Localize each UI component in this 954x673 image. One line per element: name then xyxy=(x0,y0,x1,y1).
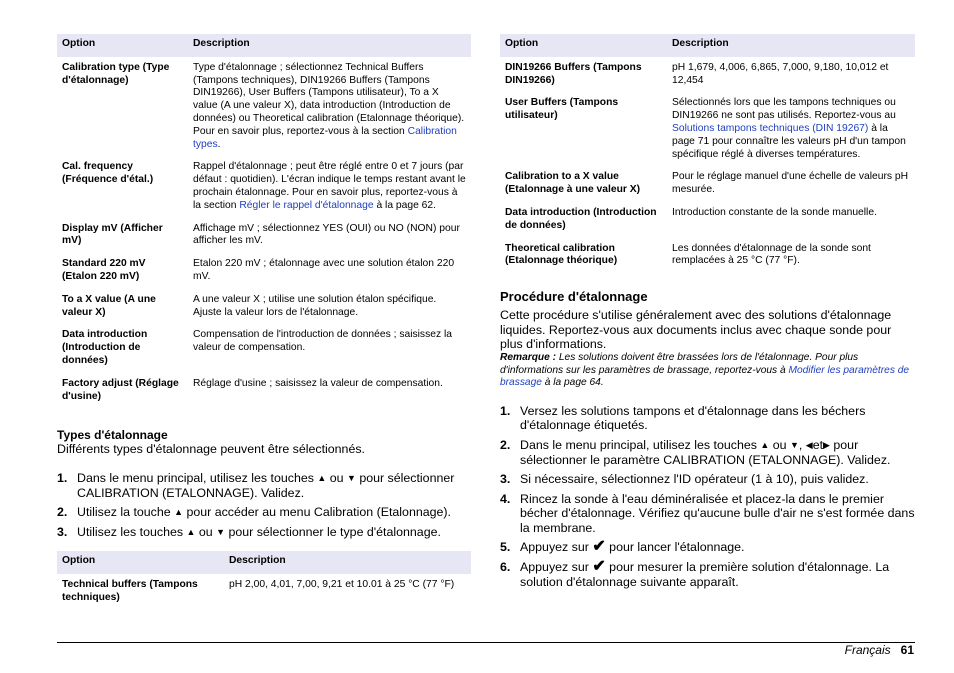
step-text: pour sélectionner le paramètre CALIBRATION (ETALONNAGE). Validez. xyxy=(520,437,891,467)
note-text: Les solutions doivent être brassées lors de l'étalonnage. Pour plus d'informations sur les paramètres de brassage, reportez-vous à xyxy=(500,351,859,376)
option-cell: Factory adjust (Réglage d'usine) xyxy=(62,377,179,402)
header-option: Option xyxy=(500,34,667,57)
list-item xyxy=(500,404,915,433)
step-text: Utilisez les touches xyxy=(77,524,187,539)
description-cell: Pour le réglage manuel d'une échelle de valeurs pH mesurée. xyxy=(672,171,909,196)
option-cell: DIN19266 Buffers (Tampons DIN19266) xyxy=(505,61,642,86)
step-text: Versez les solutions tampons et d'étalonnage dans les béchers d'étalonnage étiquetés. xyxy=(520,403,866,433)
step-number: 5. xyxy=(500,540,511,555)
list-item xyxy=(57,525,471,540)
step-text: pour lancer l'étalonnage. xyxy=(605,540,745,555)
description-text: Type d'étalonnage ; sélectionnez Technical Buffers (Tampons techniques), DIN19266 Buffers (Tampons DIN19266), User Buffers (Tampons utilisateur), To a X value (A une valeur X), data introduction (Introduction de données) ou Theoretical calibration (Etalonnage théorique). Pour en savoir plus, reportez-vous à la section xyxy=(193,61,465,137)
table-row xyxy=(500,238,915,274)
note-label: Remarque : xyxy=(500,351,559,363)
header-description: Description xyxy=(188,34,471,57)
option-cell: Data introduction (Introduction de données) xyxy=(505,206,657,231)
description-suffix: . xyxy=(217,138,221,150)
step-text: ou xyxy=(326,470,347,485)
table-header-row xyxy=(500,34,915,57)
step-text: ou xyxy=(769,437,790,452)
description-cell xyxy=(188,57,471,157)
description-cell: Réglage d'usine ; saisissez la valeur de compensation. xyxy=(193,377,443,389)
table-row xyxy=(500,92,915,166)
up-arrow-icon: ▲ xyxy=(760,439,770,450)
table-row xyxy=(57,373,471,409)
down-arrow-icon: ▼ xyxy=(346,472,356,483)
description-suffix: à la page 71 pour connaître les valeurs pH d'un tampon spécifique réglé à diverses températures. xyxy=(672,122,906,160)
step-number: 2. xyxy=(57,505,68,520)
footer-divider xyxy=(57,642,915,643)
header-option: Option xyxy=(57,34,188,57)
list-item xyxy=(500,472,915,487)
step-number: 3. xyxy=(500,472,511,487)
note-suffix: à la page 64. xyxy=(541,377,604,389)
description-cell: Les données d'étalonnage de la sonde sont remplacées à 25 °C (77 °F). xyxy=(672,242,871,267)
step-text: Appuyez sur xyxy=(520,560,593,575)
table-row xyxy=(57,574,471,610)
options-table-left xyxy=(57,34,471,408)
link-modifier-brassage[interactable]: Modifier les paramètres de brassage xyxy=(500,364,910,389)
header-description: Description xyxy=(667,34,915,57)
left-column xyxy=(57,34,471,610)
option-cell: Display mV (Afficher mV) xyxy=(62,222,163,247)
step-text: Dans le menu principal, utilisez les touches xyxy=(77,470,318,485)
option-cell: Calibration to a X value (Etalonnage à une valeur X) xyxy=(505,171,641,196)
procedure-steps xyxy=(500,404,915,590)
left-arrow-icon: ◀ xyxy=(805,439,813,450)
header-description: Description xyxy=(224,551,471,574)
types-section xyxy=(57,428,471,539)
page-footer xyxy=(845,643,914,657)
footer-language: Français xyxy=(844,643,891,657)
option-cell: Standard 220 mV (Etalon 220 mV) xyxy=(62,258,146,282)
option-cell: Theoretical calibration (Etalonnage théorique) xyxy=(505,242,618,267)
option-cell: To a X value (A une valeur X) xyxy=(62,293,156,318)
list-item xyxy=(500,492,915,536)
step-text: Rincez la sonde à l'eau déminéralisée et placez-la dans le premier bécher d'étalonnage. Vérifiez qu'aucune bulle d'air ne s'est formée dans la membrane. xyxy=(520,491,915,535)
step-text: , xyxy=(798,437,806,452)
table-row xyxy=(57,253,471,289)
checkmark-icon: ✔ xyxy=(592,538,606,556)
table-row xyxy=(57,324,471,372)
table-row xyxy=(57,156,471,217)
link-regler-rappel[interactable]: Régler le rappel d'étalonnage xyxy=(239,199,374,211)
header-option: Option xyxy=(57,551,224,574)
step-text: Dans le menu principal, utilisez les touches xyxy=(520,437,761,452)
step-text: pour sélectionner le type d'étalonnage. xyxy=(225,524,441,539)
right-column xyxy=(500,34,915,594)
description-cell xyxy=(667,92,915,166)
description-cell: Etalon 220 mV ; étalonnage avec une solution étalon 220 mV. xyxy=(193,258,455,282)
step-number: 1. xyxy=(57,470,68,485)
right-arrow-icon: ▶ xyxy=(823,439,830,450)
step-text: pour mesurer la première solution d'étalonnage. La solution d'étalonnage suivante apparaît. xyxy=(520,560,890,589)
description-cell: A une valeur X ; utilise une solution étalon spécifique. Ajuste la valeur lors de l'étalonnage. xyxy=(193,293,437,318)
description-suffix: à la page 62. xyxy=(373,199,436,211)
table-row xyxy=(500,57,915,93)
procedure-note xyxy=(500,352,915,390)
table-row xyxy=(57,57,471,157)
step-text: Si nécessaire, sélectionnez l'ID opérateur (1 à 10), puis validez. xyxy=(520,472,869,487)
option-cell: Data introduction (Introduction de données) xyxy=(62,329,148,366)
description-cell xyxy=(188,156,471,217)
procedure-intro: Cette procédure s'utilise généralement avec des solutions d'étalonnage liquides. Reportez-vous aux documents inclus avec chaque sonde pour plus d'informations. xyxy=(500,308,892,352)
up-arrow-icon: ▲ xyxy=(174,507,184,518)
table-row xyxy=(57,289,471,325)
options-table-bottom xyxy=(57,551,471,609)
step-text: ou xyxy=(195,524,217,539)
up-arrow-icon: ▲ xyxy=(317,472,327,483)
procedure-heading: Procédure d'étalonnage xyxy=(500,289,648,305)
types-steps xyxy=(57,471,471,539)
table-row xyxy=(500,202,915,238)
step-number: 2. xyxy=(500,437,511,452)
option-cell: Technical buffers (Tampons techniques) xyxy=(62,579,198,603)
description-cell: pH 1,679, 4,006, 6,865, 7,000, 9,180, 10,012 et 12,454 xyxy=(672,61,889,86)
option-cell: Cal. frequency (Fréquence d'étal.) xyxy=(62,161,154,186)
step-number: 4. xyxy=(500,491,511,506)
down-arrow-icon: ▼ xyxy=(216,526,226,537)
step-text: pour accéder au menu Calibration (Etalonnage). xyxy=(183,505,451,520)
step-number: 3. xyxy=(57,524,68,539)
step-text: Utilisez la touche xyxy=(77,505,175,520)
table-row xyxy=(500,166,915,202)
table-header-row xyxy=(57,551,471,574)
link-calibration-types[interactable]: Calibration types xyxy=(193,125,457,150)
procedure-section xyxy=(500,289,915,589)
list-item xyxy=(500,438,915,467)
page-number: 61 xyxy=(900,643,914,657)
checkmark-icon: ✔ xyxy=(592,558,606,576)
list-item xyxy=(57,471,471,500)
step-text: Appuyez sur xyxy=(520,540,593,555)
step-number: 1. xyxy=(500,403,511,418)
description-text: Sélectionnés lors que les tampons techniques ou DIN19266 ne sont pas utilisés. Reportez-vous au xyxy=(672,97,896,122)
description-cell: pH 2,00, 4,01, 7,00, 9,21 et 10.01 à 25 °C (77 °F) xyxy=(229,579,455,591)
list-item xyxy=(500,540,915,555)
down-arrow-icon: ▼ xyxy=(789,439,799,450)
step-text: pour sélectionner CALIBRATION (ETALONNAGE). Validez. xyxy=(77,470,455,500)
types-heading: Types d'étalonnage xyxy=(57,428,168,443)
description-cell: Introduction constante de la sonde manuelle. xyxy=(672,206,877,218)
table-row xyxy=(57,218,471,254)
list-item xyxy=(500,560,915,589)
option-cell: Calibration type (Type d'étalonnage) xyxy=(62,61,170,86)
description-text: Rappel d'étalonnage ; peut être réglé entre 0 et 7 jours (par défaut : quotidien). L'écran indique le temps restant avant le prochain étalonnage. Pour en savoir plus, reportez-vous à la section xyxy=(193,161,466,211)
step-number: 6. xyxy=(500,560,511,575)
types-intro: Différents types d'étalonnage peuvent être sélectionnés. xyxy=(57,442,365,457)
table-header-row xyxy=(57,34,471,57)
option-cell: User Buffers (Tampons utilisateur) xyxy=(505,97,619,122)
up-arrow-icon: ▲ xyxy=(186,526,196,537)
link-solutions-tampons[interactable]: Solutions tampons techniques (DIN 19267) xyxy=(672,122,869,134)
options-table-right xyxy=(500,34,915,273)
step-text: et xyxy=(812,437,824,452)
list-item xyxy=(57,505,471,520)
description-cell: Compensation de l'introduction de données ; saisissez la valeur de compensation. xyxy=(193,329,452,354)
description-cell: Affichage mV ; sélectionnez YES (OUI) ou NO (NON) pour afficher les mV. xyxy=(193,222,460,247)
